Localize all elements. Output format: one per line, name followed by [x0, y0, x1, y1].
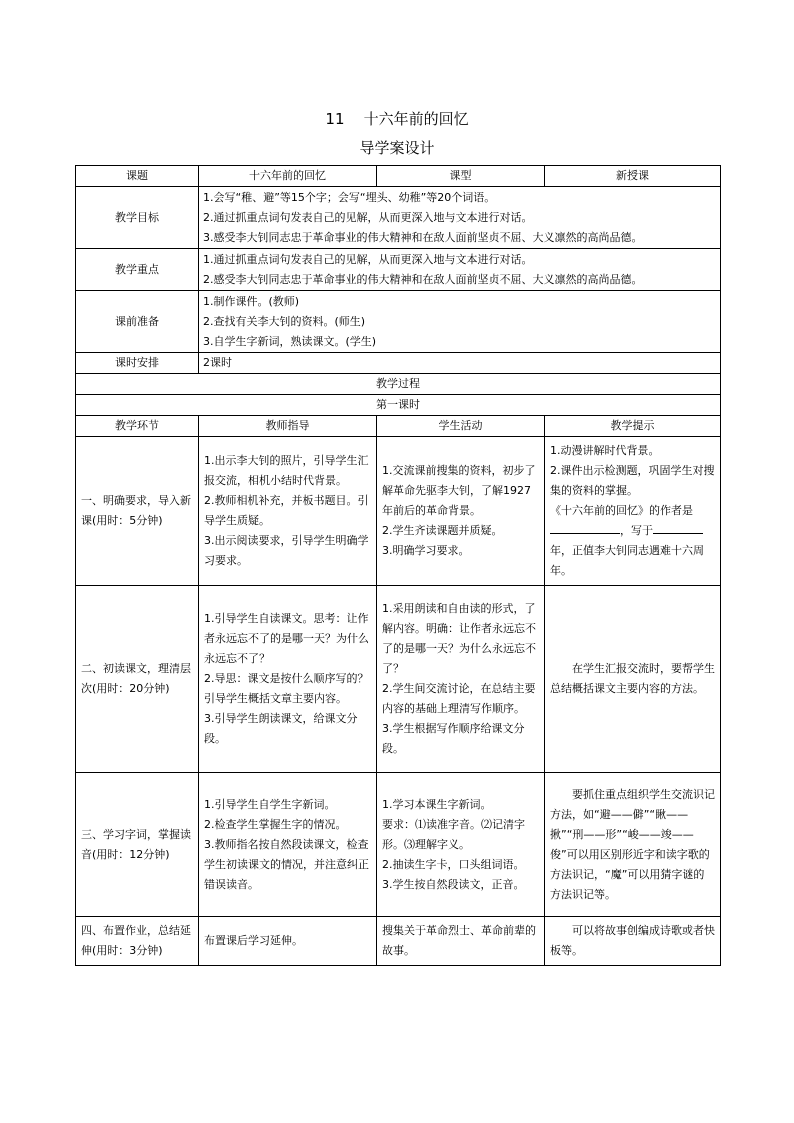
title-text: 十六年前的回忆	[363, 110, 469, 128]
type-value: 新授课	[545, 166, 721, 187]
lesson-row	[76, 395, 721, 416]
title-number: 11	[325, 110, 345, 128]
table-row	[76, 773, 721, 917]
tip-item: 在学生汇报交流时，要帮学生总结概括课文主要内容的方法。	[550, 662, 715, 695]
col-teacher: 教师指导	[199, 416, 377, 437]
student-item: 搜集关于革命烈士、革命前辈的故事。	[382, 924, 536, 957]
focus-label: 教学重点	[76, 249, 199, 291]
teacher-item: 2.导思：课文是按什么顺序写的？引导学生概括文章主要内容。	[204, 672, 369, 705]
topic-label: 课题	[76, 166, 199, 187]
teacher-item: 2.检查学生掌握生字的情况。	[204, 817, 347, 831]
col-tips: 教学提示	[545, 416, 721, 437]
student-item: 1.学习本课生字新词。	[382, 797, 492, 811]
goal-item: 2.通过抓重点词句发表自己的见解，从而更深入地与文本进行对话。	[203, 210, 533, 224]
tip-text: 年，正值李大钊同志遇难十六周年。	[550, 544, 704, 577]
tip-item	[550, 501, 715, 581]
tip-item: 可以将故事创编成诗歌或者快板等。	[550, 924, 715, 957]
stage-cell: 一、明确要求，导入新课(用时：5分钟)	[76, 437, 199, 586]
teacher-item: 1.引导学生自读课文。思考：让作者永远忘不了的是哪一天？为什么永远忘不了？	[204, 612, 369, 665]
document-subtitle: 导学案设计	[359, 139, 435, 157]
prep-item: 2.查找有关李大钊的资料。(师生)	[203, 314, 366, 328]
teacher-cell	[199, 586, 377, 773]
tip-text: 《十六年前的回忆》的作者是	[550, 504, 693, 517]
schedule-label: 课时安排	[76, 353, 199, 374]
student-item: 3.学生根据写作顺序给课文分段。	[382, 722, 525, 755]
student-item: 2.学生齐读课题并质疑。	[382, 524, 503, 537]
lesson-plan-table	[75, 165, 721, 966]
tips-cell	[545, 437, 721, 586]
teacher-item: 1.出示李大钊的照片，引导学生汇报交流，相机小结时代背景。	[204, 454, 369, 487]
document-title	[0, 108, 794, 129]
teacher-item: 布置课后学习延伸。	[204, 934, 303, 947]
col-student: 学生活动	[377, 416, 545, 437]
prep-label: 课前准备	[76, 291, 199, 353]
focus-row	[76, 249, 721, 291]
tips-cell	[545, 773, 721, 917]
schedule-row	[76, 353, 721, 374]
teacher-cell	[199, 437, 377, 586]
student-cell	[377, 917, 545, 966]
tips-cell	[545, 586, 721, 773]
teacher-item: 1.引导学生自学生字新词。	[204, 797, 336, 811]
fill-blank[interactable]	[550, 533, 620, 534]
tip-text: ，写于	[620, 524, 653, 537]
goal-item: 1.会写“稚、避”等15个字；会写“埋头、幼稚”等20个词语。	[203, 190, 496, 204]
table-row	[76, 586, 721, 773]
process-label: 教学过程	[76, 374, 721, 395]
teacher-cell	[199, 917, 377, 966]
teacher-item: 3.引导学生朗读课文，给课文分段。	[204, 712, 358, 745]
prep-content	[199, 291, 721, 353]
stage-cell: 三、学习字词，掌握读音(用时：12分钟)	[76, 773, 199, 917]
goals-content	[199, 187, 721, 249]
student-item: 2.学生间交流讨论，在总结主要内容的基础上理清写作顺序。	[382, 682, 536, 715]
stage-cell: 二、初读课文，理清层次(用时：20分钟)	[76, 586, 199, 773]
schedule-value: 2课时	[199, 353, 721, 374]
table-row	[76, 917, 721, 966]
tips-cell	[545, 917, 721, 966]
student-cell	[377, 586, 545, 773]
teacher-item: 3.教师指名按自然段读课文，检查学生初读课文的情况，并注意纠正错误读音。	[204, 837, 369, 891]
lesson-label: 第一课时	[76, 395, 721, 416]
student-item: 2.抽读生字卡，口头组词语。	[382, 857, 525, 871]
student-item: 1.交流课前搜集的资料，初步了解革命先驱李大钊，了解1927年前后的革命背景。	[382, 464, 536, 517]
focus-content	[199, 249, 721, 291]
prep-row	[76, 291, 721, 353]
tip-item: 2.课件出示检测题，巩固学生对搜集的资料的掌握。	[550, 464, 715, 497]
fill-blank[interactable]	[653, 533, 703, 534]
student-item: 要求：⑴读准字音。⑵记清字形。⑶理解字义。	[382, 817, 525, 851]
goal-item: 3.感受李大钊同志忠于革命事业的伟大精神和在敌人面前坚贞不屈、大义凛然的高尚品德。	[203, 230, 643, 244]
goals-row	[76, 187, 721, 249]
focus-item: 1.通过抓重点词句发表自己的见解，从而更深入地与文本进行对话。	[203, 252, 533, 266]
column-header-row	[76, 416, 721, 437]
teacher-item: 2.教师相机补充，并板书题目。引导学生质疑。	[204, 494, 369, 527]
table-row	[76, 437, 721, 586]
topic-value: 十六年前的回忆	[199, 166, 377, 187]
focus-item: 2.感受李大钊同志忠于革命事业的伟大精神和在敌人面前坚贞不屈、大义凛然的高尚品德。	[203, 272, 643, 286]
col-stage: 教学环节	[76, 416, 199, 437]
process-row	[76, 374, 721, 395]
student-cell	[377, 773, 545, 917]
student-item: 3.学生按自然段读文，正音。	[382, 877, 525, 891]
goals-label: 教学目标	[76, 187, 199, 249]
tip-item: 1.动漫讲解时代背景。	[550, 444, 660, 457]
prep-item: 3.自学生字新词，熟读课文。(学生)	[203, 334, 377, 348]
student-item: 3.明确学习要求。	[382, 544, 470, 557]
teacher-item: 3.出示阅读要求，引导学生明确学习要求。	[204, 534, 369, 567]
teacher-cell	[199, 773, 377, 917]
prep-item: 1.制作课件。(教师)	[203, 294, 300, 308]
student-item: 1.采用朗读和自由读的形式，了解内容。明确：让作者永远忘不了的是哪一天？为什么永远忘不了？	[382, 602, 536, 675]
type-label: 课型	[377, 166, 545, 187]
student-cell	[377, 437, 545, 586]
header-row	[76, 166, 721, 187]
tip-item: 要抓住重点组织学生交流识记方法，如“避——僻”“瞅——揪”“刑——形”“峻——竣——俊”可以用区别形近字和读字歌的方法识记，“魔”可以用猜字谜的方法识记等。	[550, 787, 715, 901]
stage-cell: 四、布置作业，总结延伸(用时：3分钟)	[76, 917, 199, 966]
